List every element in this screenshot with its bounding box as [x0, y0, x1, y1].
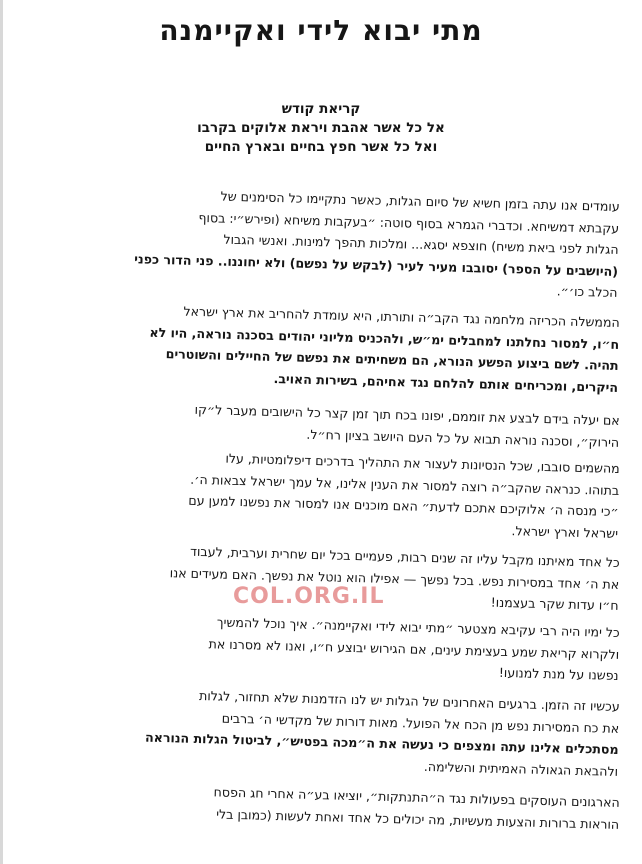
paragraph-line: את ה׳ אחד במסירות נפש. בכל נפשך — אפילו הוא נוטל את נפשך. האם מעידים אנו: [169, 564, 620, 592]
paragraph-line: ולהבאת הגאולה האמיתית והשלימה.: [423, 758, 619, 779]
paragraph-line: הוראות ברורות והצעות מעשיות, מה יכולים כל אחד ואחת לעשות (כמובן בלי: [216, 805, 620, 832]
paragraph-line: את כח המסירות נפש מן הכח אל הפועל. מאות דורות של מקדשי ה׳ ברבים: [221, 710, 620, 736]
header-line-3: ואל כל אשר חפץ בחיים ובארץ החיים: [204, 139, 438, 155]
paragraph-line: הגלות לפני ביאת משיח) חוצפא יסגא... ומלכות תהפך למינות. ואנשי הגבול: [223, 231, 619, 257]
paragraph-line: ״כי מנסה ה׳ אלוקיכם אתכם לדעת״ האם מוכנים אנו למסור את נפשנו למען עם: [188, 492, 619, 519]
paragraph-line: אם יעלה בידם לבצע את זוממם, יפונו בכח תוך זמן קצר כל הישובים מעבר ל״קו: [194, 401, 620, 428]
site-watermark: COL.ORG.IL: [233, 584, 385, 609]
paragraph-line: תהיה. לשם ביצוע הפשע הנורא, הם משחיתים את נפשם של החיילים והשוטרים: [165, 346, 619, 373]
paragraph-line: עכשיו זה הזמן. ברגעים האחרונים של הגלות יש לנו הזדמנות שלא תחזור, לגלות: [198, 687, 620, 714]
paragraph-line: היקרים, ומכריחים אותם להלחם נגד אחיהם, בשירות האויב.: [273, 370, 619, 395]
paragraph-line: נפשנו על מנת למנועו!: [498, 664, 619, 683]
paragraph-line: הכלב כו׳״.: [556, 283, 618, 300]
header-line-2: אל כל אשר אהבת ויראת אלוקים בקרבו: [197, 120, 445, 136]
paragraph-line: מהשמים סובבו, שכל הנסיונות לעצור את התהליך בדרכים דיפלומטיות, עלו: [225, 450, 620, 476]
paragraph-line: הירוק״, וסכנה נוראה תבוא על כל העם היושב בציון רח״ל.: [306, 426, 620, 450]
paragraph-line: ישראל וארץ ישראל.: [511, 522, 619, 541]
document-title: מתי יבוא לידי ואקיימנה: [159, 14, 483, 47]
paragraph-line: עומדים אנו עתה בזמן חשיא של סיום הגלות, כאשר נתקיימו כל הסימנים של: [220, 188, 620, 214]
paragraph-1: [45, 181, 620, 303]
paragraph-6: [47, 607, 620, 686]
paragraph-line: כל ימיו היה רבי עקיבא מצטער ״מתי יבוא לידי ואקיימנה״. איך נוכל להמשיך: [216, 614, 620, 640]
paragraph-2: [46, 297, 620, 398]
paragraph-7: [46, 681, 620, 782]
paragraph-8: [47, 777, 620, 835]
paragraph-line: מסתכלים אלינו עתה ומצפים כי נעשה את ה״מכה בפטיש״, לביטול הגלות הנוראה: [144, 729, 619, 757]
paragraph-line: הארגונים העוסקים בפעולות נגד ה״התנתקות״, יוציאו בע״ה אחרי חג הפסח: [213, 784, 620, 810]
header-line-1: קריאת קודש: [281, 101, 361, 117]
paragraph-line: ח״ו עדות שקר בעצמנו!: [490, 594, 619, 613]
call-header: [0, 100, 642, 157]
paragraph-line: ח״ו, למסור נחלתנו למחבלים ימ״ש, ולהכניס מליוני יהודים בסכנה נוראה, היו לא: [149, 324, 620, 352]
paragraph-line: (היושבים על הספר) יסובבו מעיר לעיר (לבקש על נפשם) ולא יחוננו.. פני הדור כפני: [134, 250, 619, 279]
paragraph-4: [46, 443, 620, 544]
paragraph-line: הממשלה הכריזה מלחמה נגד הקב״ה ותורתו, היא עומדת להחריב את ארץ ישראל: [183, 303, 620, 330]
paragraph-line: כל אחד מאיתנו מקבל עליו זה שנים רבות, פעמיים בכל יום שחרית וערבית, לעבוד: [189, 543, 620, 570]
paragraph-line: ולקרוא קריאת שמע בעצימת עינים, אם הגירוש יבוצע ח״ו, ואנו לא מסרנו את: [208, 635, 620, 662]
paragraph-line: עקבתא דמשיחא. וכדברי הגמרא בסוף סוטה: ״בעקבות משיחא (ופירש״י: בסוף: [198, 209, 620, 236]
paragraph-line: בתוהו. כנראה שהקב״ה רוצה למסור את הענין אלינו, אל עמך ישראל צבאות ה׳.: [190, 471, 620, 498]
